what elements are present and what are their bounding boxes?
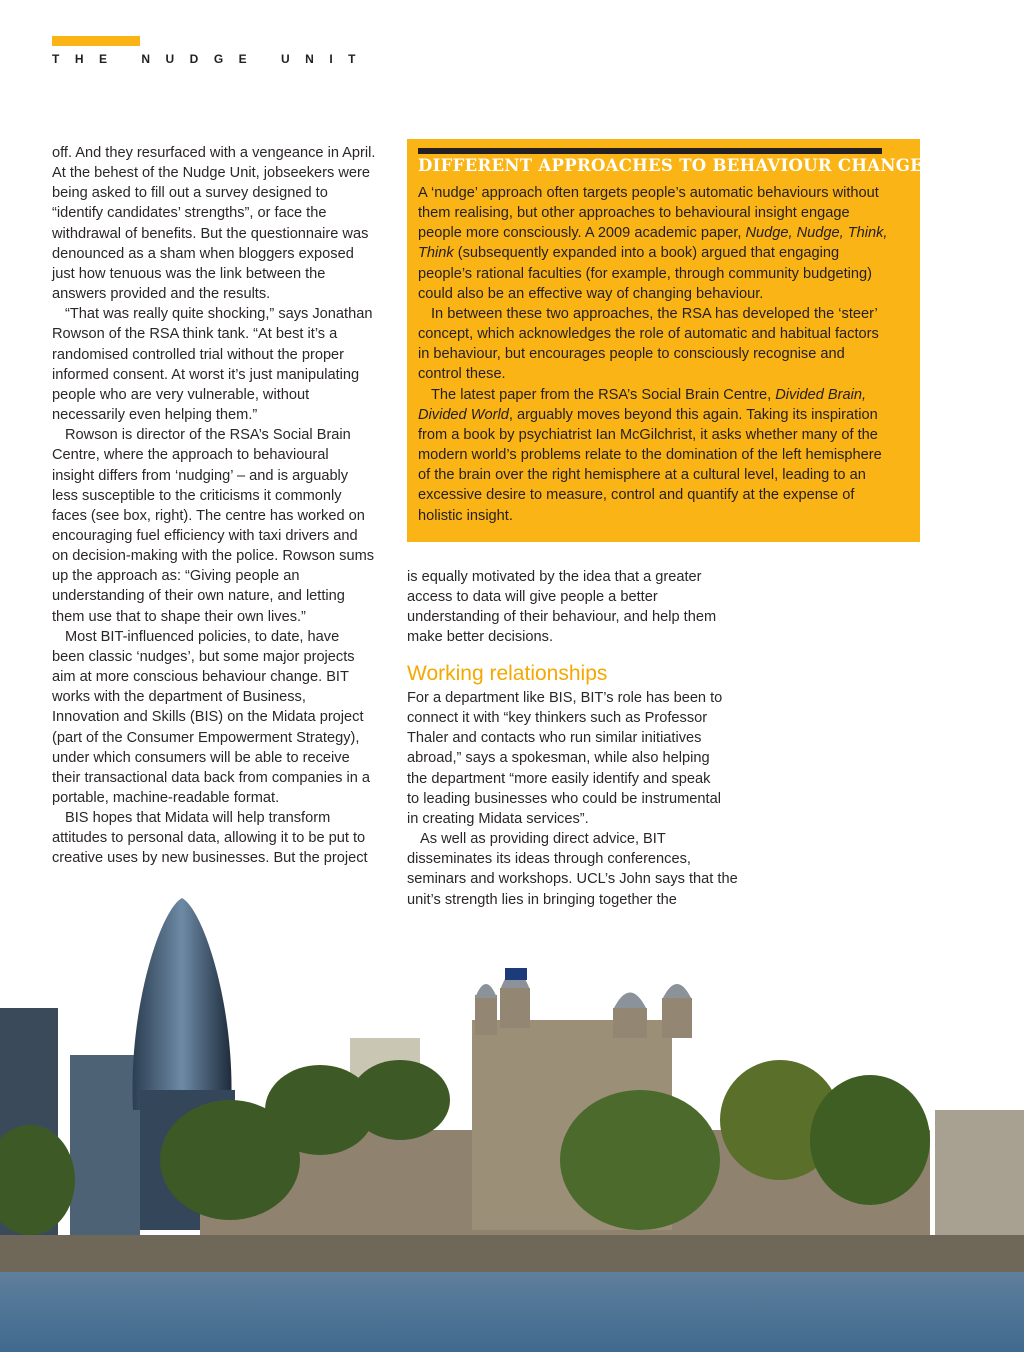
text-line: unit’s strength lies in bringing together the [407,891,677,908]
text-line: “identify candidates’ strengths”, or face the [52,205,327,222]
text-line: aim at more conscious behaviour change. BIT [52,669,349,686]
text-line: As well as providing direct advice, BIT [420,831,666,848]
text-line: BIS hopes that Midata will help transform [65,810,331,827]
text-segment: concept, which acknowledges the role of automatic and habitual factors [418,326,879,343]
text-line: portable, machine-readable format. [52,790,280,806]
text-line: At the behest of the Nudge Unit, jobseekers were [52,165,371,182]
left-column [52,143,392,869]
text-segment: (subsequently expanded into a book) argued that engaging [453,245,840,262]
text-line [418,364,918,384]
text-line: is equally motivated by the idea that a greater [407,569,702,585]
text-line [418,485,918,505]
text-line [418,405,918,425]
text-line [418,465,918,485]
gherkin-tower [132,898,231,1110]
text-line: answers provided and the results. [52,286,271,303]
text-line: Centre, where the approach to behavioural [52,447,329,464]
text-line: understanding of their own nature, and letting [52,588,345,605]
text-line: Rowson of the RSA think tank. “At best it’s a [52,326,338,343]
text-line: (part of the Consumer Empowerment Strategy), [52,729,360,746]
box-title: DIFFERENT APPROACHES TO BEHAVIOUR CHANGE [418,156,924,175]
italic-title: Divided World [418,406,509,423]
text-line [418,264,918,284]
text-line: abroad,” says a spokesman, while also helping [407,750,710,767]
text-segment: them realising, but other approaches to behavioural insight engage [418,205,850,222]
right-column-top [407,567,747,648]
text-segment: people more consciously. A 2009 academic paper, [418,225,746,242]
text-line [418,506,918,526]
text-line: understanding of their behaviour, and help them [407,609,717,626]
italic-title: Think [418,245,454,262]
river-thames [0,1272,1024,1352]
office-block [70,1055,140,1235]
sidebar-box [407,139,924,542]
text-line: attitudes to personal data, allowing it to be put to [52,830,366,847]
text-line: Thaler and contacts who run similar initiatives [407,730,702,747]
text-segment: from a book by psychiatrist Ian McGilchrist, it asks whether many of the [418,426,878,443]
text-line [418,344,918,364]
text-line: in creating Midata services”. [407,810,589,827]
text-line: on decision-making with the police. Rowson sums [52,548,375,565]
text-line [418,304,918,324]
header-accent-bar [52,36,140,46]
text-line [418,445,918,465]
text-segment: excessive desire to measure, control and quantify at the expense of [418,487,855,504]
text-segment: modern world’s problems relate to the domination of the left hemisphere [418,447,882,464]
text-line: necessarily even helping them.” [52,407,258,424]
text-line: people who are very vulnerable, without [52,386,310,403]
text-line: Rowson is director of the RSA’s Social Brain [65,427,351,444]
london-skyline-photo [0,890,1024,1352]
text-line: informed consent. At worst it’s just manipulating [52,366,360,383]
text-line [418,183,918,203]
text-segment: A ‘nudge’ approach often targets people’s automatic behaviours without [418,185,879,201]
text-segment: control these. [418,366,506,383]
text-line [418,324,918,344]
box-body [418,183,918,526]
text-line: the department “more easily identify and speak [407,770,711,787]
italic-title: Divided Brain, [775,386,867,403]
text-line: seminars and workshops. UCL’s John says that the [407,871,738,888]
text-line: For a department like BIS, BIT’s role has been to [407,690,723,706]
text-line: denounced as a sham when bloggers exposed [52,245,354,262]
text-line: less susceptible to the criticisms it commonly [52,487,342,504]
right-column-bottom [407,688,747,910]
text-line: off. And they resurfaced with a vengeance in April. [52,145,376,161]
text-segment: , arguably moves beyond this again. Taking its inspiration [508,406,878,423]
italic-title: Nudge, Nudge, Think, [745,225,888,242]
text-line: faces (see box, right). The centre has worked on [52,507,365,524]
running-title: THE NUDGE UNIT [52,52,371,66]
text-line [418,385,918,405]
text-segment: In between these two approaches, the RSA has developed the ‘steer’ [431,305,878,322]
text-segment: holistic insight. [418,507,513,524]
text-line: them use that to shape their own lives.” [52,608,306,625]
text-line: creative uses by new businesses. But the project [52,850,368,867]
text-segment: The latest paper from the RSA’s Social Brain Centre, [431,386,776,403]
text-line [418,243,918,263]
text-line: up the approach as: “Giving people an [52,568,300,585]
box-rule [418,148,882,154]
text-segment: of the brain over the right hemisphere at a cultural level, leading to an [418,467,866,484]
text-line: make better decisions. [407,629,554,646]
text-line: works with the department of Business, [52,689,306,706]
text-line [418,203,918,223]
text-segment: could also be an effective way of changing behaviour. [418,285,764,302]
text-line: disseminates its ideas through conferences, [407,851,691,868]
text-line: encouraging fuel efficiency with taxi drivers and [52,527,358,544]
text-segment: in behaviour, but encourages people to consciously recognise and [418,346,845,363]
text-line: being asked to fill out a survey designed to [52,185,328,202]
text-line: insight differs from ‘nudging’ – and is arguably [52,467,349,484]
text-line: “That was really quite shocking,” says Jonathan [65,306,373,323]
text-line: their transactional data back from companies in a [52,769,370,786]
text-line [418,284,918,304]
text-line: Innovation and Skills (BIS) on the Midata project [52,709,364,726]
text-line: randomised controlled trial without the proper [52,346,345,363]
text-line: been classic ‘nudges’, but some major projects [52,648,355,665]
text-line [418,223,918,243]
text-line: just how tenuous was the link between the [52,265,326,282]
text-line [418,425,918,445]
text-line: withdrawal of benefits. But the questionnaire was [52,225,369,242]
text-line: Most BIT-influenced policies, to date, have [65,628,340,645]
tower-bridge [935,1110,1024,1250]
text-line: to leading businesses who could be instrumental [407,790,721,807]
text-line: access to data will give people a better [407,589,658,606]
text-line: connect it with “key thinkers such as Professor [407,710,708,727]
text-segment: people’s rational faculties (for example, through community budgeting) [418,265,873,282]
text-line: under which consumers will be able to receive [52,749,350,766]
subheading: Working relationships [407,662,608,685]
